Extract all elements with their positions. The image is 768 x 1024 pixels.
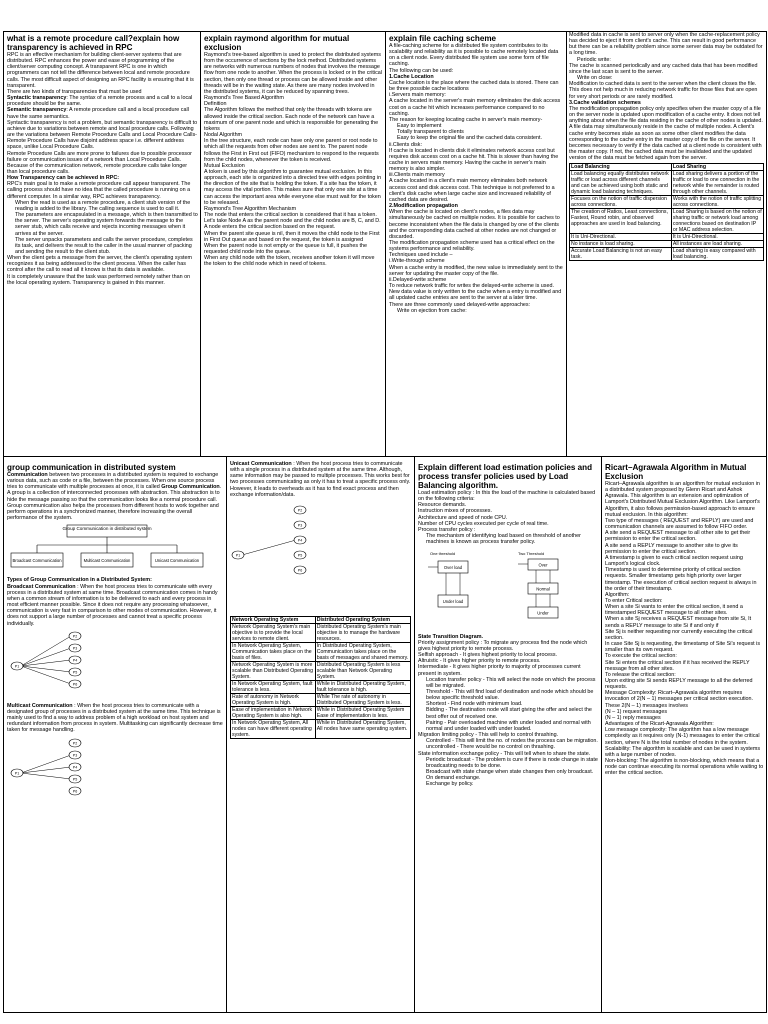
divider-h-middle [4,456,766,457]
cheat-sheet [3,31,767,1013]
table-row: Load balancing equally distributes network traffic or load across different channels and can be achieved using both static and dynamic load balancing techniques. Load sharing delivers a portion of the traffic or load to one connection in the network while the remainder is routed through other channels. [570,171,764,196]
paragraph: A site send a REPLY message to another site to give its permission to enter the critical section. [605,542,738,555]
section-title: explain raymond algorithm for mutual exclusion [204,34,350,52]
table-row: Ease of implementation in Network Operating System is also high. While in Distributed Operating System Ease of implementation is less. [231,707,411,720]
section-raymond [204,34,382,454]
section-title: what is a remote procedure call?explain how transparency is achieved in RPC [7,34,180,52]
diagram-left-title: One threshold [430,551,456,557]
paragraph: It is completely unaware that the task was performed remotely rather than on the local operating system. Transparency is gained in this manner. [7,273,191,286]
paragraph: The node that enters the critical section is considered that it has a token. Let's take Node A as the parent node and the child nodes are B, C, and D. [204,212,381,225]
node-label: P6 [297,568,303,573]
table-row: It is Uni-Directional. It is Uni-Directional. [570,234,764,241]
list-item: Priority assignment policy : To migrate any process find the node which gives highest priority to remote process. [418,639,588,652]
divider-v3-top [566,32,567,456]
table-row: Accurate Load Balancing is not an easy task. Load sharing is easy compared with load balancing. [570,248,764,261]
divider-v1-top [200,32,201,456]
paragraph: There are two kinds of transparencies that must be used [7,88,142,95]
paragraph: Load estimation policy : In this the load of the machine is calculated based on the following criteria: [418,490,596,503]
list-item: Periodic broadcast - The problem is cure if there is node change in state broadcasting needs to be done. [426,756,598,769]
paragraph: The cache is scanned periodically and any cached data that has been modified since the last scan is sent to the server. [569,62,758,75]
paragraph: Remote Procedure Calls are more prone to failures due to possible processor failure or communication issues of a network than Local Procedure Calls. [7,150,192,163]
paragraph: When the read is used as a remote procedure, a client stub version of the reading is added to the library. The calling sequence is used to call it. [15,199,191,212]
subheading: State Transition Diagram. [418,633,484,640]
diagram-multicast-label: Multicast Communication [83,558,131,564]
table-header: Network Operating System [231,617,316,624]
paragraph: There are three commonly used delayed-write approaches: [389,301,531,308]
paragraph: When the parent node is not empty or the queue is full, it pushes the requested child node into the queue. [204,242,368,255]
table-row: Network Operating System is more scalable than Distributed Operating System. Distributed Operating System is less scalable than Network Operating System. [231,662,411,681]
subheading: Types of Group Communication in a Distributed System: [7,577,152,584]
broadcast-diagram [7,629,107,699]
paragraph: In the tree structure, each node can have only one parent or root node to which all the requests from other nodes are sent to. The parent node follows the First in First out (FIFO) mechanism to respond to the requests from the child nodes, whenever the token is received. [204,138,379,163]
paragraph: The modification propagation policy only specifies when the master copy of a file on the server node is updated upon modification of a cache entry. It does not tell anything about when the file data residing in the cache of other nodes is updated. A file data may simultaneously reside in the cache of multiple nodes. A client's cache entry becomes stale as soon as some other client modifies the data corresponding to the cache entry in the master copy of the file on the server. It becomes necessary to verify if the data cached at a client node is consistent with the master copy. If not, the cached data must be invalidated and the updated version of the data must be fetched again from the server. [569,105,763,162]
table-row: Network Operating System's main objective is to provide the local services to remote client. Distributed Operating System's main objective is to manage the hardware resources. [231,624,411,643]
paragraph: Site Sj is neither requesting nor currently executing the critical section. [605,628,753,641]
list-item: Shortest - Find node with minimum load. [426,701,523,708]
paragraph: Upon exiting site Si sends REPLY message to all the deferred requests. [605,678,753,691]
table-header: Load Sharing [671,164,763,171]
divider-v1-bottom [226,456,227,1012]
paragraph: i.Servers main memory: [389,92,446,99]
paragraph: ii.Clients disk: [389,141,422,148]
node-label: P4 [72,765,78,770]
diagram-root-label: Group Communication in distributed system [62,526,152,532]
list-item: Threshold - This will find load of destination and node which should be below specific threshold value. [426,688,594,702]
list-item: Exchange by policy. [426,781,474,788]
paragraph: The parameters are encapsulated in a message, which is then transmitted to the server. The server's operating system forwards the message to the server stub, which calls receive and rejects incoming messages when it arrives at the server. [15,212,198,237]
paragraph: The mechanism of identifying load based on threshold of another machines is known as process transfer policy. [426,533,581,546]
node-label: P1 [235,553,241,558]
paragraph: When any child node with the token, receives another token it will move the token to the child node which in need of tokens. [204,255,375,268]
paragraph: Cache location is the place where the cached data is stored. There can be three possible cache locations [389,79,559,93]
table-row: In Network Operating System, All nodes can have different operating system. While in Distributed Operating System, All nodes have same operating system. [231,720,411,739]
paragraph: Two type of messages ( REQUEST and REPLY) are used and communication channels are assumed to follow FIFO order. [605,517,754,531]
paragraph: Syntactic transparency: The syntax of a remote process and a call to a local procedure should be the same. [7,95,193,108]
paragraph: Algorithm: [605,591,630,598]
node-label: P4 [72,658,78,663]
paragraph: The server unpacks parameters and calls the server procedure, completes its task, and delivers the result to the caller in the usual manner of packing and sending the result to the client stub. [15,236,193,255]
paragraph: A site send a REQUEST message to all other site to get their permission to enter the critical section. [605,530,751,543]
paragraph: Nodal Algorithm [204,132,243,139]
list-item: Easy to keep the original file and the cached data consistent. [397,135,543,142]
diagram-label: Over [538,562,548,568]
section-title: explain file caching scheme [389,34,497,43]
diagram-label: Over load [443,565,463,571]
multicast-diagram [7,736,107,806]
node-label: P2 [72,741,78,746]
paragraph: RPC's main goal is to make a remote procedure call appear transparent. The calling process should have no idea that the called procedure is running on a different computer. In a similar way, RPC achieves transparency. [7,181,191,200]
list-item: Migration limiting policy - This will help to control thrashing. [418,732,559,739]
paragraph: (N – 1) reply messages [605,714,661,721]
paragraph: (N – 1) request messages [605,708,668,715]
section-title: group communication in distributed system [7,463,176,472]
section-unicast-os [230,461,411,1009]
node-label: P3 [297,523,303,528]
table-row: Rate of autonomy in Network Operating System is high. While The rate of autonomy in Distributed Operating System is less. [231,694,411,707]
list-item: Controlled - This will limit the no. of nodes the process can be migration. [426,738,598,745]
paragraph: The reason for keeping locating cache in server's main memory- [389,116,543,123]
list-item: uncontrolled - There would be no control on thrashing. [426,744,556,751]
paragraph: A timestamp is given to each critical section request using Lamport's logical clock. [605,554,743,568]
paragraph: Low message complexity: The algorithm has a low message complexity as it requires only (N-1) messages to enter the critical section, where N is the total number of nodes in the system. [605,727,760,746]
list-item: Easy to implement [397,123,442,130]
paragraph: Mutual Exclusion [204,162,245,169]
subheading: How Transparency can be achieved in RPC: [7,175,120,182]
paragraph: Write on close: [577,75,613,82]
paragraph: Timestamp is used to determine priority of critical section requests. Smaller timestamp gets high priority over larger timestamp. The execution of critical section request is always in the order of their timestamp. [605,567,757,592]
diagram-broadcast-label: Broadcast Communication [12,558,62,564]
paragraph: To enter Critical section: [605,597,663,604]
paragraph: Periodic write: [577,56,611,63]
paragraph: ii.Delayed-write scheme [389,276,447,283]
paragraph: Raymond's Tree Based Algorithm [204,95,284,102]
paragraph: Semantic transparency: A remote procedure call and a local procedure call have the same semantics. [7,107,189,120]
divider-v3-bottom [601,456,602,1012]
node-label: P1 [14,664,20,669]
paragraph: To execute the critical section: [605,653,677,660]
paragraph: i.Write-through scheme [389,258,445,265]
node-label: P6 [72,789,78,794]
paragraph: Unicast Communication : When the host process tries to communicate with a single process in a distributed system at the same time. Although, same information may be passed to multiple processes. This works best for two processes communicating as only it has to treat a specific process only. However, it leads to overheads as it has to find exact process and then exchange information/data. [230,461,411,498]
table-header: Distributed Operating System [315,617,410,624]
node-label: P1 [14,771,20,776]
divider-v2-bottom [414,456,415,1012]
paragraph: When a site Sj receives a REQUEST message from site Si, It sends a REPLY message to site Si if and only if [605,616,752,629]
paragraph: If cache is located in clients disk it eliminates network access cost but requires disk access cost on a cache hit. This is slower than having the cache in servers main memory. Having the cache in server's main memory is also simpler. [389,147,559,173]
diagram-label: Under [537,610,549,616]
paragraph: Scalability: The algorithm is scalable and can be used in systems with a large number of nodes. [605,745,761,758]
section-rpc [7,34,198,454]
paragraph: A node enters the critical section based on the request. [204,224,336,231]
paragraph: Ricart–Agrawala algorithm is an algorithm for mutual exclusion in a distributed system proposed by Glenn Ricart and Ashok Agrawala. This algorithm is an extension and optimization of Lamport's Distributed Mutual Exclusion Algorithm. Like Lamport's Algorithm, it also follows permission-based approach to ensure mutual exclusion. In this algorithm: [605,481,760,518]
paragraph: When the parent site queue is nil, then it moves the child node to the First in First Out queue and based on the request, the token is assigned [204,230,380,243]
section-title: Ricart–Agrawala Algorithm in Mutual Exclusion [605,463,747,481]
list-item: State information exchange policy - This will tell when to share the state. [418,750,591,757]
list-item: Resource demands. [418,502,467,509]
list-item: Broadcast with state change when state changes then only broadcast. [426,769,594,775]
paragraph: Because of the communication network, remote procedure calls take longer than local procedure calls. [7,162,188,175]
table-row: In Network Operating System, fault tolerance is less. While in Distributed Operating System, fault tolerance is high. [231,681,411,694]
paragraph: Multicast Communication : When the host process tries to communicate with a designated group of processes in a distributed system at the same time. This technique is mainly used to find a way to address problem of a high workload on host system and redundant information from process in system. Multitasking can significantly decrease time taken for message handling. [7,702,223,734]
paragraph: To reduce network traffic for writes the delayed-write scheme is used. New data value is only written to the cache when a entry is modified and all updated cache entries are sent to the server at a later time. [389,283,562,302]
paragraph: The Algorithm follows the method that only the threads with tokens are allowed inside the critical section. Each node of the network can have a maximum of one parent node and which is responsible for generating the tokens [204,107,379,132]
diagram-right-title: Two Threshold [518,551,545,557]
node-label: P5 [297,553,303,558]
paragraph: A cache located in the server's main memory eliminates the disk access cost on a cache hit which increases performance compared to no caching. [389,98,561,117]
list-item: Totally transparent to clients [397,129,464,136]
paragraph: Modification to cached data is sent to the server when the client closes the file. This does not help much in reducing network traffic for those files that are open for very short periods or are rarely modified. [569,81,758,100]
list-item: Altruistic - It gives higher priority to remote process. [418,658,541,665]
table-row: No instance is load sharing. All instances are load sharing. [570,241,764,248]
paragraph: Raymond's Tree Algorithm Mechanism [204,205,297,212]
section-file-caching [389,34,564,454]
list-item: Instruction mixes of processes. [418,508,493,515]
diagram-label: Normal [536,586,550,592]
paragraph: A token is used by this algorithm to guarantee mutual exclusion. In this approach, each site is organized into a directed tree with edges pointing in the direction of the site that is holding the token. If a site has the token, it may access the vital portion. This makes sure that only one site at a time can access the important area while everyone else must wait for the token to be released. [204,168,382,206]
table-row: In Network Operating System, Communication takes place on the basis of files. In Distributed Operating System, Communication takes place on the basis of messages and shared memory. [231,643,411,662]
list-item: Bidding - The destination node will start giving the offer and select the best offer out of received one. [426,707,592,720]
paragraph: Communication between two processes in a distributed system is required to exchange various data, such as code or a file, between the processes. When one source process tries to communicate with multiple processes at once, it is called Group Communication. A group is a collection of interconnected processes with abstraction. This abstraction is to hide the message passing so that the communication looks like a normal procedure call. Group communication also helps the processes from different hosts to work together and perform operations in a synchronized manner, therefore increasing the overall performance of the system. [7,472,222,522]
paragraph: A cache located in a client's main memory eliminates both network access cost and disk access cost. This technique is not preferred to a client's disk cache when large cache size and increased reliability of cached data are desired. [389,178,555,203]
paragraph: In case Site Sj is requesting, the timestamp of Site Si's request is smaller than its own request. [605,641,761,654]
table-row: Focuses on the notion of traffic dispersion across connections. Works with the notion of traffic splitting across connections. [570,196,764,209]
load-balancing-table [569,163,764,261]
section-load-estimation [418,463,598,1009]
paragraph: Advantages of the Ricart-Agrawala Algorithm: [605,721,714,728]
paragraph: When a cache entry is modified, the new value is immediately sent to the server for updating the master copy of the file. [389,264,563,277]
paragraph: Syntactic transparency is not a problem, but semantic transparency is difficult to achieve due to variations between remote and local procedure calls. Following are the variations between Remote Procedure Calls and Local Procedure Calls- Remote Procedure Calls have disjoint address space i.e. different address space, unlike Local Procedure Calls. [7,119,198,151]
paragraph: Message Complexity: Ricart–Agrawala algorithm requires invocation of 2(N – 1) messages per critical section execution. These 2(N – 1) messages involves [605,690,754,709]
paragraph: Techniques used include – [389,252,453,259]
diagram-label: Under load [442,599,464,605]
paragraph: When a site Si wants to enter the critical section, it send a timestamped REQUEST message to all other sites. [605,604,743,617]
list-item: Location transfer policy - This will select the node on which the process will be migrated. [426,676,596,689]
list-item: Number of CPU cycles executed per cycle of real time. [418,520,549,527]
node-label: P2 [72,634,78,639]
paragraph: Write on ejection from cache: [397,307,467,314]
divider-v2-top [385,32,386,456]
section-ricart-agrawala [605,463,764,1009]
list-item: Selfish approach - It gives highest priority to local process. [418,652,558,659]
paragraph: When the cache is located on client's nodes, a files data may simultaneously be cached on multiple nodes. It is possible for caches to become inconsistent when the file data is changed by one of the clients and the corresponding data cached at other nodes are not changed or discarded. [389,209,560,240]
list-item: On demand exchange. [426,775,481,782]
table-row: The creation of Ratios, Least connections, Fastest, Round robin, and observed approaches are used in load balancing. Load Sharing is based on the notion of sharing traffic or network load among connections based on destination IP or MAC address selection. [571,209,762,234]
node-label: P3 [72,753,78,758]
paragraph: To release the critical section: [605,671,676,678]
diagram-unicast-label: Unicast Communication [154,558,200,564]
list-item: Process transfer policy : [418,526,476,533]
paragraph: Site Si enters the critical section if it has received the REPLY message from all other sites. [605,659,750,672]
paragraph: Raymond's tree-based algorithm is used to protect the distributed systems from the occurrence of sections by the lock method. Distributed systems are networks with numerous numbers of nodes that involves the message flow from one node to another. When the process is locked or in the critical section, then only one thread or process can be allowed inside and other threads will be in the waiting state. As there are many nodes involved in the distributed systems, it can be reduced by spanning trees. [204,52,382,95]
node-label: P5 [72,777,78,782]
subheading: 2.Modification propagation [389,203,458,210]
subheading: 3.Cache validation schemes [569,99,641,106]
table-header: Load Balancing [570,164,672,171]
group-communication-diagram [7,523,207,573]
node-label: P4 [297,538,303,543]
paragraph: RPC is an effective mechanism for building client-server systems that are distributed. RPC enhances the power and ease of programming of the client/server computing concept. A transparent RPC is one in which programmers can not tell the difference between local and remote procedure calls. The most difficult aspect of designing an RPC facility is ensuring that it is transparent. [7,52,194,89]
section-title: Explain different load estimation policies and process transfer policies used by Load Balancing algorithm. [418,463,593,490]
list-item: Architecture and speed of node CPU. [418,514,508,521]
node-label: P6 [72,682,78,687]
node-label: P5 [72,670,78,675]
list-item: Pairing - Pair overloaded machine with under loaded and normal with normal and under loaded with under loaded. [426,719,591,732]
node-label: P3 [72,646,78,651]
node-label: P2 [297,508,303,513]
threshold-diagram [418,547,588,629]
subheading: 1.Cache Location [389,73,434,80]
list-item: Intermediate - It gives higher priority to majority of processes current present in system. [418,664,581,677]
paragraph: The following can be used: [389,67,454,74]
paragraph: A file-caching scheme for a distributed file system contributes to its scalability and reliability as it is possible to cache remotely located data on a client node. Every distributed file system use some form of file caching. [389,43,559,68]
paragraph: Non-blocking: The algorithm is non-blocking, which means that a node can continue executing its normal operations while waiting to enter the critical section. [605,758,764,777]
paragraph: When the client gets a message from the server, the client's operating system recognizes it as being addressed to the client process. When the caller has control after the call to read all it knows is that its data is available. [7,255,192,274]
os-comparison-table [230,616,411,739]
paragraph: iii.Clients main memory [389,172,445,179]
paragraph: Definition [204,101,227,108]
paragraph: Broadcast Communication : When the host process tries to communicate with every process in a distributed system at same time. Broadcast communication comes in handy when a common stream of information is to be delivered to each and every process in most efficient manner possible. Since it does not require any processing whatsoever, communication is very fast in comparison to other modes of communication. However, it does not support a large number of processes and cannot treat a specific process individually. [7,583,218,627]
paragraph: Modified data in cache is sent to server only when the cache-replacement policy has decided to eject it from client's cache. This can result in good performance but there can be a reliability problem since some server data may be outdated for a long time. [569,32,763,57]
section-cache-validation [569,32,764,454]
paragraph: The modification propagation scheme used has a critical effect on the systems performance and reliability. [389,240,555,253]
unicast-diagram [230,500,330,610]
section-group-communication [7,463,223,1009]
